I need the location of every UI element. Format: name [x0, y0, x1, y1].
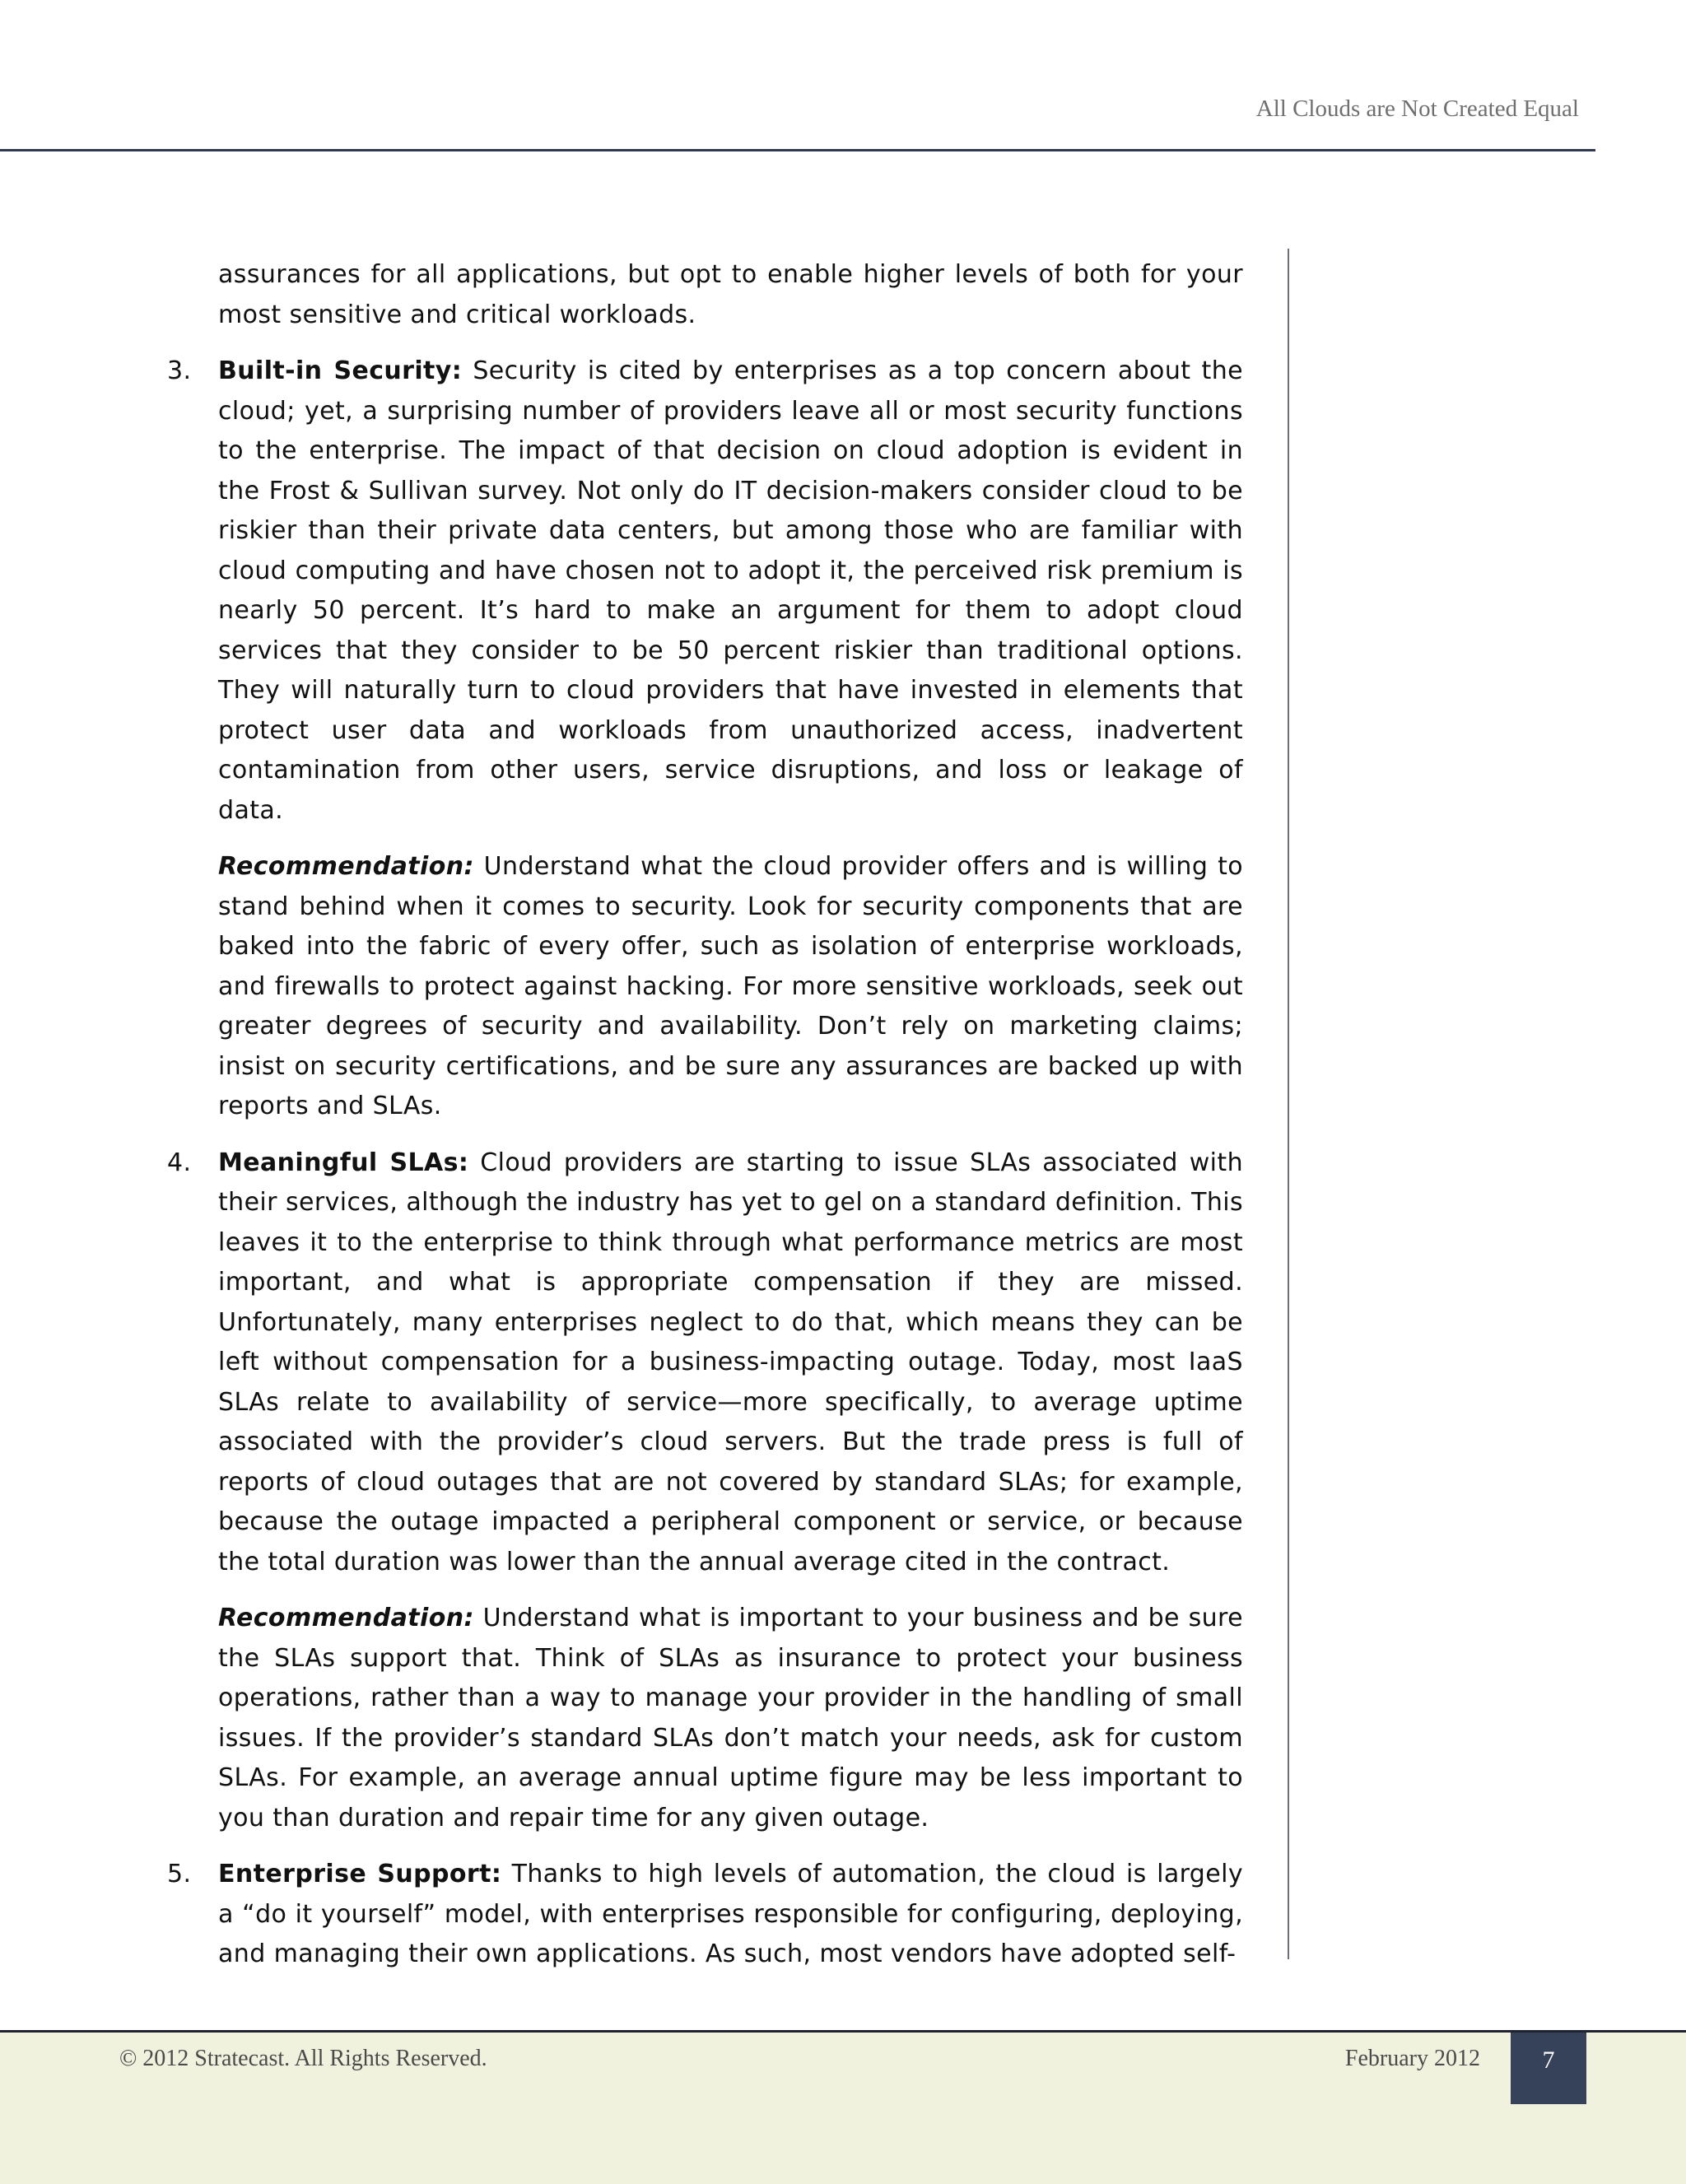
list-number: 4. — [167, 1148, 192, 1177]
item-heading: Meaningful SLAs: — [218, 1148, 469, 1177]
list-number: 5. — [167, 1860, 192, 1888]
item-heading: Built-in Security: — [218, 356, 463, 385]
right-margin-rule — [1288, 249, 1289, 1959]
list-number: 3. — [167, 356, 192, 385]
recommendation-text: Understand what the cloud provider offers and is willing to stand behind when it comes to security. Look for security components that are baked into the fabric of every offer, such as isolation of enterprise workloads, and firewalls to protect against hacking. For more sensitive workloads, seek out greater degrees of security and availability. Don’t rely on marketing claims; insist on security certifications, and be sure any assurances are backed up with reports and SLAs. — [218, 852, 1243, 1120]
recommendation-label: Recommendation: — [218, 1604, 474, 1632]
list-item-3 — [167, 352, 1243, 831]
footer-copyright: © 2012 Stratecast. All Rights Reserved. — [119, 2046, 487, 2071]
list-item-5 — [167, 1855, 1243, 1975]
page-number: 7 — [1511, 2033, 1586, 2104]
item-text: Thanks to high levels of automation, the cloud is largely a “do it yourself” model, with enterprises responsible for configuring, deploying, and managing their own applications. As such, most vendors have adopted self- — [218, 1860, 1243, 1968]
recommendation-paragraph — [218, 1599, 1243, 1838]
recommendation-paragraph — [218, 847, 1243, 1127]
running-header-title: All Clouds are Not Created Equal — [1255, 95, 1579, 122]
page-body — [167, 255, 1243, 1991]
footer-date: February 2012 — [1344, 2046, 1480, 2071]
recommendation-label: Recommendation: — [218, 852, 474, 881]
item-heading: Enterprise Support: — [218, 1860, 502, 1888]
item-text: Security is cited by enterprises as a top concern about the cloud; yet, a surprising number of providers leave all or most security functions to the enterprise. The impact of that decision on cloud adoption is evident in the Frost & Sullivan survey. Not only do IT decision-makers consider cloud to be riskier than their private data centers, but among those who are familiar with cloud computing and have chosen not to adopt it, the perceived risk premium is nearly 50 percent. It’s hard to make an argument for them to adopt cloud services that they consider to be 50 percent riskier than traditional options. They will naturally turn to cloud providers that have invested in elements that protect user data and workloads from unauthorized access, inadvertent contamination from other users, service disruptions, and loss or leakage of data. — [218, 356, 1243, 825]
continuation-paragraph: assurances for all applications, but opt to enable higher levels of both for your most sensitive and critical workloads. — [218, 260, 1243, 329]
item-text: Cloud providers are starting to issue SLAs associated with their services, although the industry has yet to gel on a standard definition. This leaves it to the enterprise to think through what performance metrics are most important, and what is appropriate compensation if they are missed. Unfortunately, many enterprises neglect to do that, which means they can be left without compensation for a business-impacting outage. Today, most IaaS SLAs relate to availability of service—more specifically, to average uptime associated with the provider’s cloud servers. But the trade press is full of reports of cloud outages that are not covered by standard SLAs; for example, because the outage impacted a peripheral component or service, or because the total duration was lower than the annual average cited in the contract. — [218, 1148, 1243, 1576]
list-item-4 — [167, 1143, 1243, 1583]
header-divider — [0, 149, 1595, 151]
recommendation-text: Understand what is important to your business and be sure the SLAs support that. Think of SLAs as insurance to protect your business operations, rather than a way to manage your provider in the handling of small issues. If the provider’s standard SLAs don’t match your needs, ask for custom SLAs. For example, an average annual uptime figure may be less important to you than duration and repair time for any given outage. — [218, 1604, 1243, 1832]
